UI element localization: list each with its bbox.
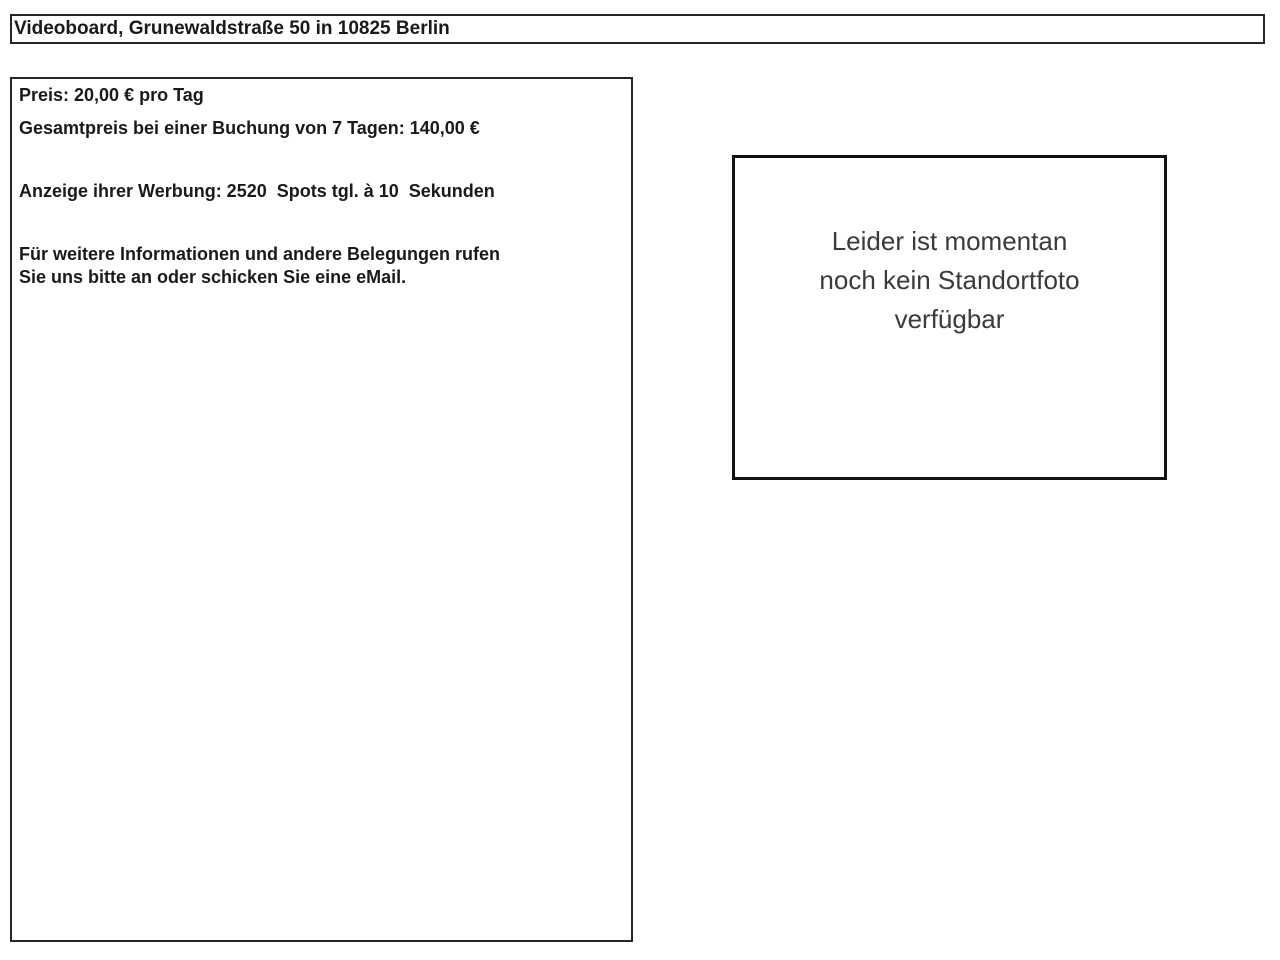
photo-placeholder-line2: noch kein Standortfoto	[819, 265, 1080, 295]
spots-info-text: Anzeige ihrer Werbung: 2520 Spots tgl. à 10 Sekunden	[19, 181, 495, 201]
price-per-day-text: Preis: 20,00 € pro Tag	[19, 85, 204, 105]
page-title-bar	[10, 14, 1265, 44]
offer-details-box	[10, 77, 633, 942]
total-price-text: Gesamtpreis bei einer Buchung von 7 Tagen: 140,00 €	[19, 118, 480, 138]
photo-placeholder-line3: verfügbar	[894, 304, 1005, 334]
contact-note-line2: Sie uns bitte an oder schicken Sie eine eMail.	[19, 267, 407, 287]
photo-placeholder-box	[732, 155, 1167, 480]
contact-note	[19, 243, 623, 289]
photo-placeholder-line1: Leider ist momentan	[831, 226, 1068, 256]
contact-note-line1: Für weitere Informationen und andere Belegungen rufen	[19, 244, 501, 264]
page-title: Videoboard, Grunewaldstraße 50 in 10825 Berlin	[14, 18, 450, 39]
